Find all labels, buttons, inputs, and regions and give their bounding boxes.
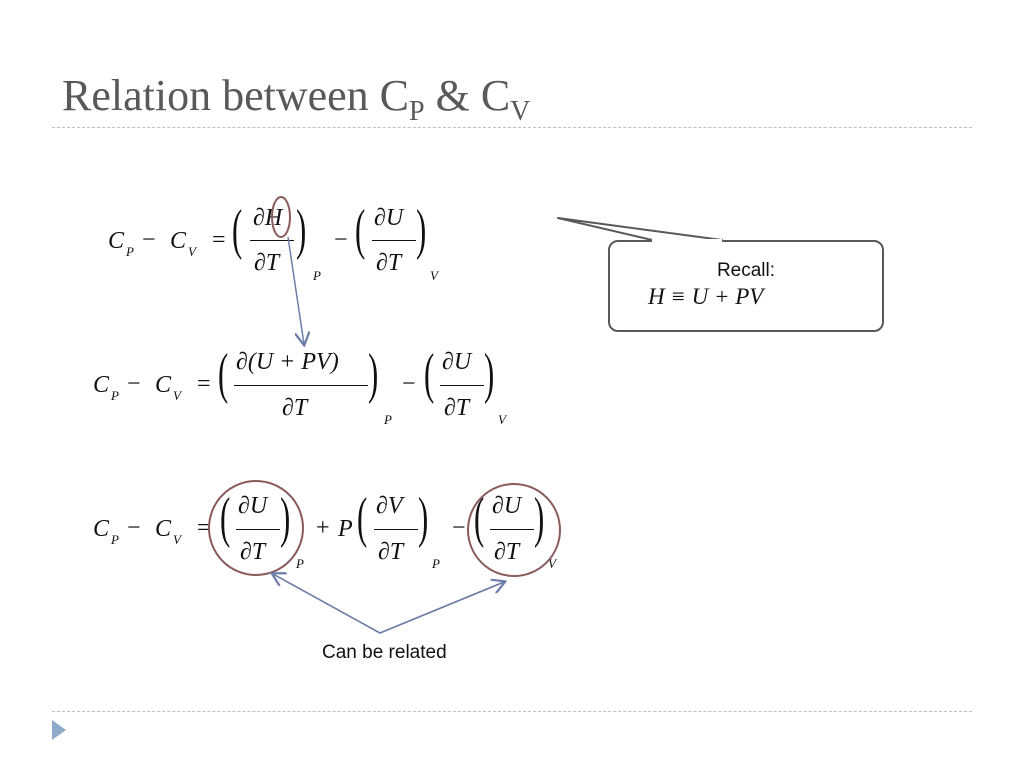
eq1-sub-p: P <box>126 244 134 259</box>
du-dt-p-circle <box>209 481 303 575</box>
eq3-equals: = <box>197 515 211 541</box>
eq3-c: C <box>93 516 110 542</box>
title-subscript-v: V <box>510 96 531 127</box>
eq2-minus2: − <box>402 371 416 397</box>
eq2-lparen2: ( <box>424 343 435 405</box>
callout-pointer <box>558 218 722 240</box>
eq3-du2: ∂U <box>492 493 522 519</box>
eq3-p: P <box>338 516 353 542</box>
eq3-sub-v2: V <box>548 556 556 571</box>
eq2-sub-v2: V <box>498 412 506 427</box>
title-subscript-p: P <box>409 96 425 127</box>
eq2-dt1: ∂T <box>282 395 308 421</box>
h-highlight-ellipse <box>272 197 290 237</box>
enthalpy-definition: H ≡ U + PV <box>648 284 764 309</box>
eq3-sub-p: P <box>111 532 119 547</box>
eq3-rparen3: ) <box>534 487 545 549</box>
eq1-sub-v: V <box>188 244 196 259</box>
eq2-c2: C <box>155 372 172 398</box>
eq3-rparen1: ) <box>280 487 291 549</box>
eq2-dt2: ∂T <box>444 395 470 421</box>
eq3-plus: + <box>316 515 330 541</box>
eq2-c: C <box>93 372 110 398</box>
eq1-minus: − <box>142 227 156 253</box>
eq3-sub-p2: P <box>296 556 304 571</box>
eq1-lparen: ( <box>232 199 243 261</box>
title-ampersand: & C <box>424 71 511 120</box>
eq3-rparen2: ) <box>418 487 429 549</box>
eq1-c: C <box>108 228 125 254</box>
eq1-dh: ∂H <box>253 205 283 231</box>
eq1-dt1: ∂T <box>254 250 280 276</box>
eq3-dt1: ∂T <box>240 539 266 565</box>
eq2-sub-v: V <box>173 388 181 403</box>
can-be-related-label: Can be related <box>322 642 447 663</box>
eq1-rparen2: ) <box>416 199 427 261</box>
eq3-dv: ∂V <box>376 493 403 519</box>
eq2-rparen2: ) <box>484 343 495 405</box>
eq1-minus2: − <box>334 227 348 253</box>
eq3-minus2: − <box>452 515 466 541</box>
eq2-equals: = <box>197 371 211 397</box>
eq2-lparen: ( <box>218 343 229 405</box>
eq3-dt2: ∂T <box>378 539 404 565</box>
eq1-dt2: ∂T <box>376 250 402 276</box>
eq1-equals: = <box>212 227 226 253</box>
eq2-rparen: ) <box>368 343 379 405</box>
eq3-dt3: ∂T <box>494 539 520 565</box>
eq1-du: ∂U <box>374 205 404 231</box>
recall-label: Recall: <box>716 260 776 281</box>
eq3-sub-p3: P <box>432 556 440 571</box>
eq2-du: ∂U <box>442 349 472 375</box>
eq2-minus: − <box>127 371 141 397</box>
eq1-rparen: ) <box>296 199 307 261</box>
eq1-sub-v2: V <box>430 268 438 283</box>
eq3-lparen1: ( <box>220 487 231 549</box>
related-arrows <box>273 574 504 633</box>
eq3-sub-v: V <box>173 532 181 547</box>
eq3-minus: − <box>127 515 141 541</box>
eq3-lparen2: ( <box>357 487 368 549</box>
eq2-sub-p: P <box>111 388 119 403</box>
eq2-dupv: ∂(U + PV) <box>236 349 339 375</box>
eq3-du1: ∂U <box>238 493 268 519</box>
title-text: Relation between C <box>62 71 410 120</box>
eq1-sub-p2: P <box>313 268 321 283</box>
substitution-arrow <box>288 237 304 344</box>
du-dt-v-circle <box>468 484 560 576</box>
eq3-lparen3: ( <box>474 487 485 549</box>
eq1-c2: C <box>170 228 187 254</box>
eq3-c2: C <box>155 516 172 542</box>
eq2-sub-p2: P <box>384 412 392 427</box>
eq1-lparen2: ( <box>355 199 366 261</box>
